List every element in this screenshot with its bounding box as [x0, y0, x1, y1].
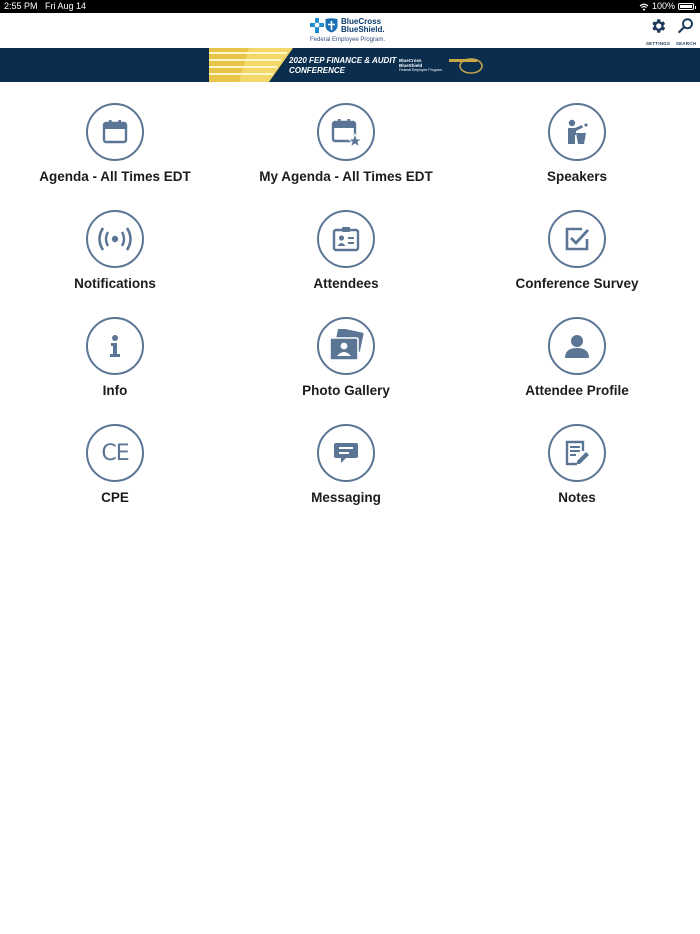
menu-item-agenda[interactable]: [0, 103, 230, 184]
menu-item-label: Messaging: [311, 490, 381, 505]
menu-item-label: Conference Survey: [515, 276, 639, 291]
banner-bcbs-logo: [399, 58, 443, 73]
menu-item-notifications[interactable]: [0, 210, 230, 291]
calendar-star-icon: [317, 103, 375, 161]
chat-bubble-icon: [317, 424, 375, 482]
menu-item-label: Notifications: [74, 276, 156, 291]
banner-title: [289, 56, 399, 76]
photo-gallery-icon: [317, 317, 375, 375]
menu-item-label: My Agenda - All Times EDT: [259, 169, 433, 184]
banner-logo-line1: BlueCross: [399, 58, 422, 63]
banner-line2: CONFERENCE: [289, 66, 346, 75]
search-button[interactable]: [671, 17, 700, 45]
menu-item-label: Notes: [558, 490, 596, 505]
menu-item-label: Attendee Profile: [525, 383, 629, 398]
calendar-icon: [86, 103, 144, 161]
menu-item-info[interactable]: [0, 317, 230, 398]
banner-line1: 2020 FEP FINANCE & AUDIT: [289, 56, 397, 65]
person-icon: [548, 317, 606, 375]
conference-banner[interactable]: [209, 48, 491, 82]
menu-item-label: Info: [102, 383, 128, 398]
status-right: [639, 0, 694, 13]
status-date: Fri Aug 14: [45, 1, 87, 11]
menu-item-cpe[interactable]: [0, 424, 230, 505]
ce-icon: [86, 424, 144, 482]
search-label: SEARCH: [675, 41, 697, 46]
battery-icon: [678, 3, 694, 10]
menu-item-label: Photo Gallery: [302, 383, 390, 398]
notes-edit-icon: [548, 424, 606, 482]
app-header: [0, 13, 700, 48]
menu-item-label: CPE: [101, 490, 129, 505]
battery-percent: 100%: [651, 1, 675, 11]
menu-item-attendees[interactable]: [231, 210, 461, 291]
menu-item-messaging[interactable]: [231, 424, 461, 505]
speaker-podium-icon: [548, 103, 606, 161]
logo-line1: BlueCross: [341, 17, 382, 26]
search-icon: [677, 17, 695, 35]
menu-item-notes[interactable]: [462, 424, 692, 505]
menu-item-photo-gallery[interactable]: [231, 317, 461, 398]
wifi-icon: [639, 3, 649, 11]
status-bar: [0, 0, 700, 13]
info-icon: [86, 317, 144, 375]
logo-subtitle: Federal Employee Program.: [310, 37, 386, 43]
menu-item-speakers[interactable]: [462, 103, 692, 184]
bcbs-fep-logo: [310, 15, 400, 45]
menu-item-conference-survey[interactable]: [462, 210, 692, 291]
broadcast-icon: [86, 210, 144, 268]
menu-item-label: Agenda - All Times EDT: [39, 169, 191, 184]
banner-logo-sub: Federal Employee Program.: [399, 68, 443, 72]
settings-label: SETTINGS: [645, 41, 671, 46]
logo-line2: BlueShield.: [341, 25, 385, 34]
settings-button[interactable]: [643, 17, 673, 45]
menu-item-attendee-profile[interactable]: [462, 317, 692, 398]
ce-glyph: CE: [101, 440, 129, 466]
bcbs-cross-shield-icon: [310, 18, 338, 33]
banner-logo-line2: BlueShield: [399, 63, 423, 68]
menu-item-my-agenda[interactable]: [231, 103, 461, 184]
gear-icon: [649, 17, 667, 35]
status-time: 2:55 PM: [4, 1, 38, 11]
id-badge-icon: [317, 210, 375, 268]
checkbox-icon: [548, 210, 606, 268]
menu-item-label: Attendees: [313, 276, 379, 291]
menu-item-label: Speakers: [546, 169, 608, 184]
